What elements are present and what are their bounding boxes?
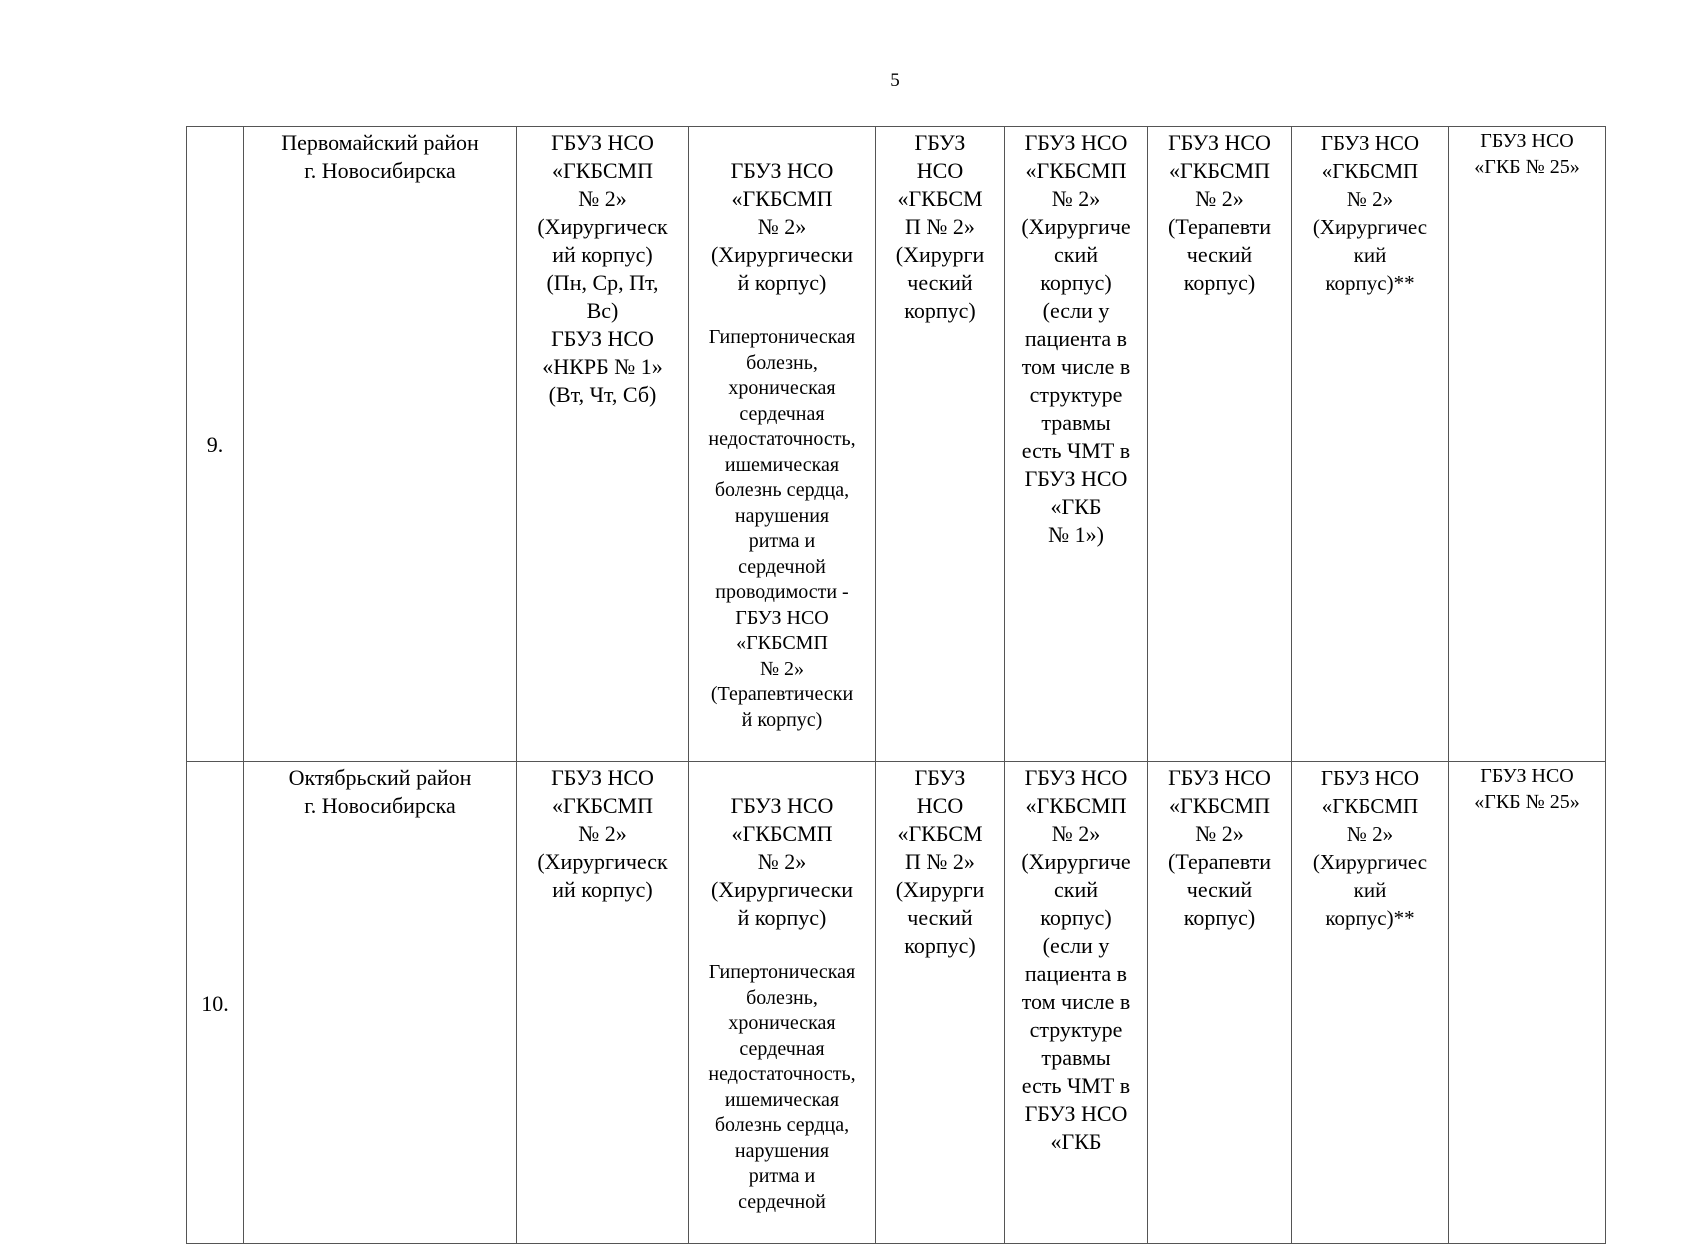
page-number: 5 xyxy=(890,70,900,91)
hospital-cell: ГБУЗ НСО «ГКБСМП № 2» (Хирургиче ский корпус) (если у пациента в том числе в структуре травмы есть ЧМТ в ГБУЗ НСО «ГКБ xyxy=(1005,762,1148,1244)
table-row xyxy=(187,762,1606,1244)
hospital-cell: ГБУЗ НСО «ГКБСМ П № 2» (Хирурги ческий корпус) xyxy=(876,127,1005,762)
hospital-cell xyxy=(689,762,876,1244)
hospital-cell: ГБУЗ НСО «ГКБСМП № 2» (Хирургическ ий корпус) (Пн, Ср, Пт, Вс) ГБУЗ НСО «НКРБ № 1» (Вт, Чт, Сб) xyxy=(517,127,689,762)
hospital-cell: ГБУЗ НСО «ГКБ № 25» xyxy=(1449,762,1606,1244)
hospital-cell: ГБУЗ НСО «ГКБСМП № 2» (Хирургичес кий корпус)** xyxy=(1292,762,1449,1244)
hospital-name: ГБУЗ НСО «ГКБСМП № 2» (Хирургически й корпус) xyxy=(710,793,854,930)
table-row xyxy=(187,127,1606,762)
hospital-cell: ГБУЗ НСО «ГКБСМП № 2» (Хирургическ ий корпус) xyxy=(517,762,689,1244)
hospital-cell: ГБУЗ НСО «ГКБСМ П № 2» (Хирурги ческий корпус) xyxy=(876,762,1005,1244)
hospital-detail: Гипертоническая болезнь, хроническая сердечная недостаточность, ишемическая болезнь сердца, нарушения ритма и сердечной проводимости - ГБУЗ НСО «ГКБСМП № 2» (Терапевтически й корпус) xyxy=(708,326,856,731)
hospital-cell: ГБУЗ НСО «ГКБСМП № 2» (Хирургичес кий корпус)** xyxy=(1292,127,1449,762)
hospital-name: ГБУЗ НСО «ГКБСМП № 2» (Хирургически й корпус) xyxy=(710,158,854,295)
hospital-cell xyxy=(689,127,876,762)
hospital-cell: ГБУЗ НСО «ГКБ № 25» xyxy=(1449,127,1606,762)
routing-table xyxy=(186,126,1606,1244)
district-cell: Первомайский район г. Новосибирска xyxy=(244,127,517,762)
hospital-cell: ГБУЗ НСО «ГКБСМП № 2» (Хирургиче ский корпус) (если у пациента в том числе в структуре травмы есть ЧМТ в ГБУЗ НСО «ГКБ № 1») xyxy=(1005,127,1148,762)
hospital-cell: ГБУЗ НСО «ГКБСМП № 2» (Терапевти ческий корпус) xyxy=(1148,127,1292,762)
row-number: 9. xyxy=(187,127,244,762)
row-number: 10. xyxy=(187,762,244,1244)
district-cell: Октябрьский район г. Новосибирска xyxy=(244,762,517,1244)
hospital-cell: ГБУЗ НСО «ГКБСМП № 2» (Терапевти ческий корпус) xyxy=(1148,762,1292,1244)
hospital-detail: Гипертоническая болезнь, хроническая сердечная недостаточность, ишемическая болезнь сердца, нарушения ритма и сердечной xyxy=(708,961,856,1213)
